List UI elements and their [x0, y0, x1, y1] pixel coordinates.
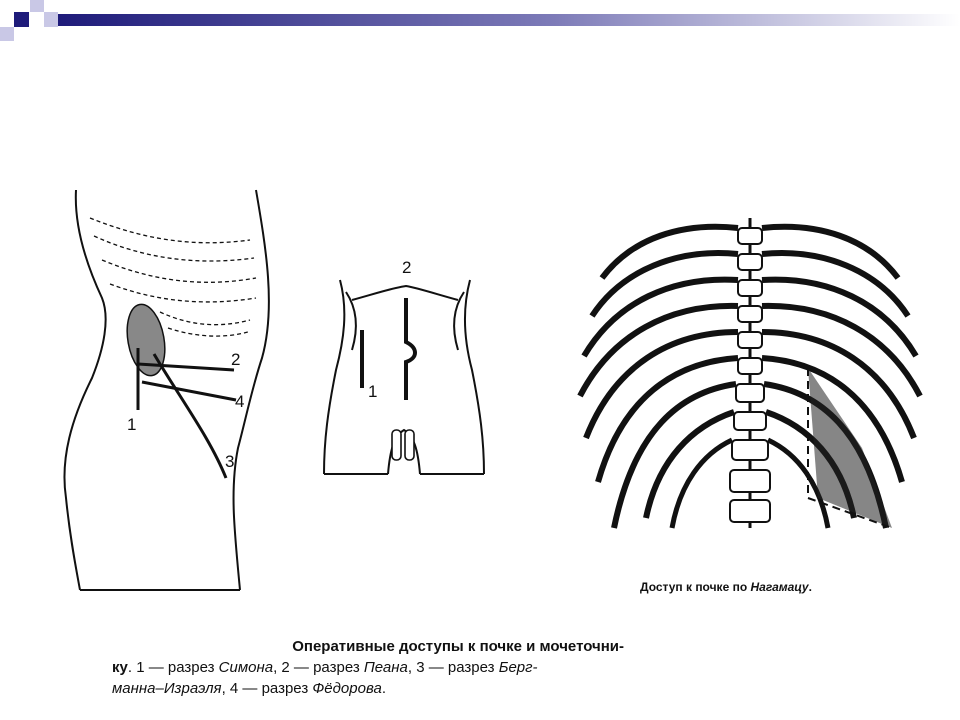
left-label-2: 2 [231, 350, 241, 369]
caption-nagamatsu-suffix: . [808, 580, 812, 594]
caption-nagamatsu-prefix: Доступ к почке по [640, 580, 751, 594]
caption-name-bergmann-part1: Берг- [498, 659, 538, 676]
left-label-1: 1 [127, 415, 137, 434]
incision-line-3 [154, 354, 226, 478]
incision-line-4 [142, 382, 236, 400]
caption-line-3 [112, 678, 624, 699]
caption-line-2-part-a: . 1 — разрез [127, 659, 219, 676]
rib-cage-illustration [562, 198, 940, 558]
caption-nagamatsu [640, 580, 940, 594]
caption-operative-approaches [112, 636, 624, 699]
header-square-dark [14, 12, 29, 27]
caption-name-bergmann-part2: манна–Израэля [112, 680, 222, 697]
header-decoration [0, 0, 960, 46]
left-label-4: 4 [235, 392, 245, 411]
middle-label-1: 1 [368, 382, 378, 401]
caption-name-fedorov: Фёдорова [312, 680, 382, 697]
caption-line-2 [112, 657, 624, 678]
middle-label-2: 2 [402, 258, 412, 277]
caption-name-simon: Симона [218, 659, 274, 676]
lateral-torso-illustration [50, 188, 280, 600]
header-gradient-bar [58, 14, 960, 26]
caption-line-2-bold: ку [112, 659, 128, 676]
header-square-light-2 [30, 0, 44, 12]
header-square-mid [44, 12, 58, 27]
caption-line-3-part-b: . [381, 680, 386, 697]
frontal-torso-illustration [318, 270, 490, 478]
caption-nagamatsu-name: Нагамацу [750, 580, 809, 594]
header-square-light [0, 27, 14, 41]
caption-line-3-part-a: , 4 — разрез [221, 680, 313, 697]
caption-line-2-part-b: , 2 — разрез [273, 659, 364, 676]
incision-middle-2 [406, 298, 415, 400]
caption-name-pean: Пеана [363, 659, 408, 676]
caption-line-2-part-c: , 3 — разрез [407, 659, 499, 676]
caption-line-1: Оперативные доступы к почке и мочеточни- [292, 638, 624, 655]
left-label-3: 3 [225, 452, 235, 471]
